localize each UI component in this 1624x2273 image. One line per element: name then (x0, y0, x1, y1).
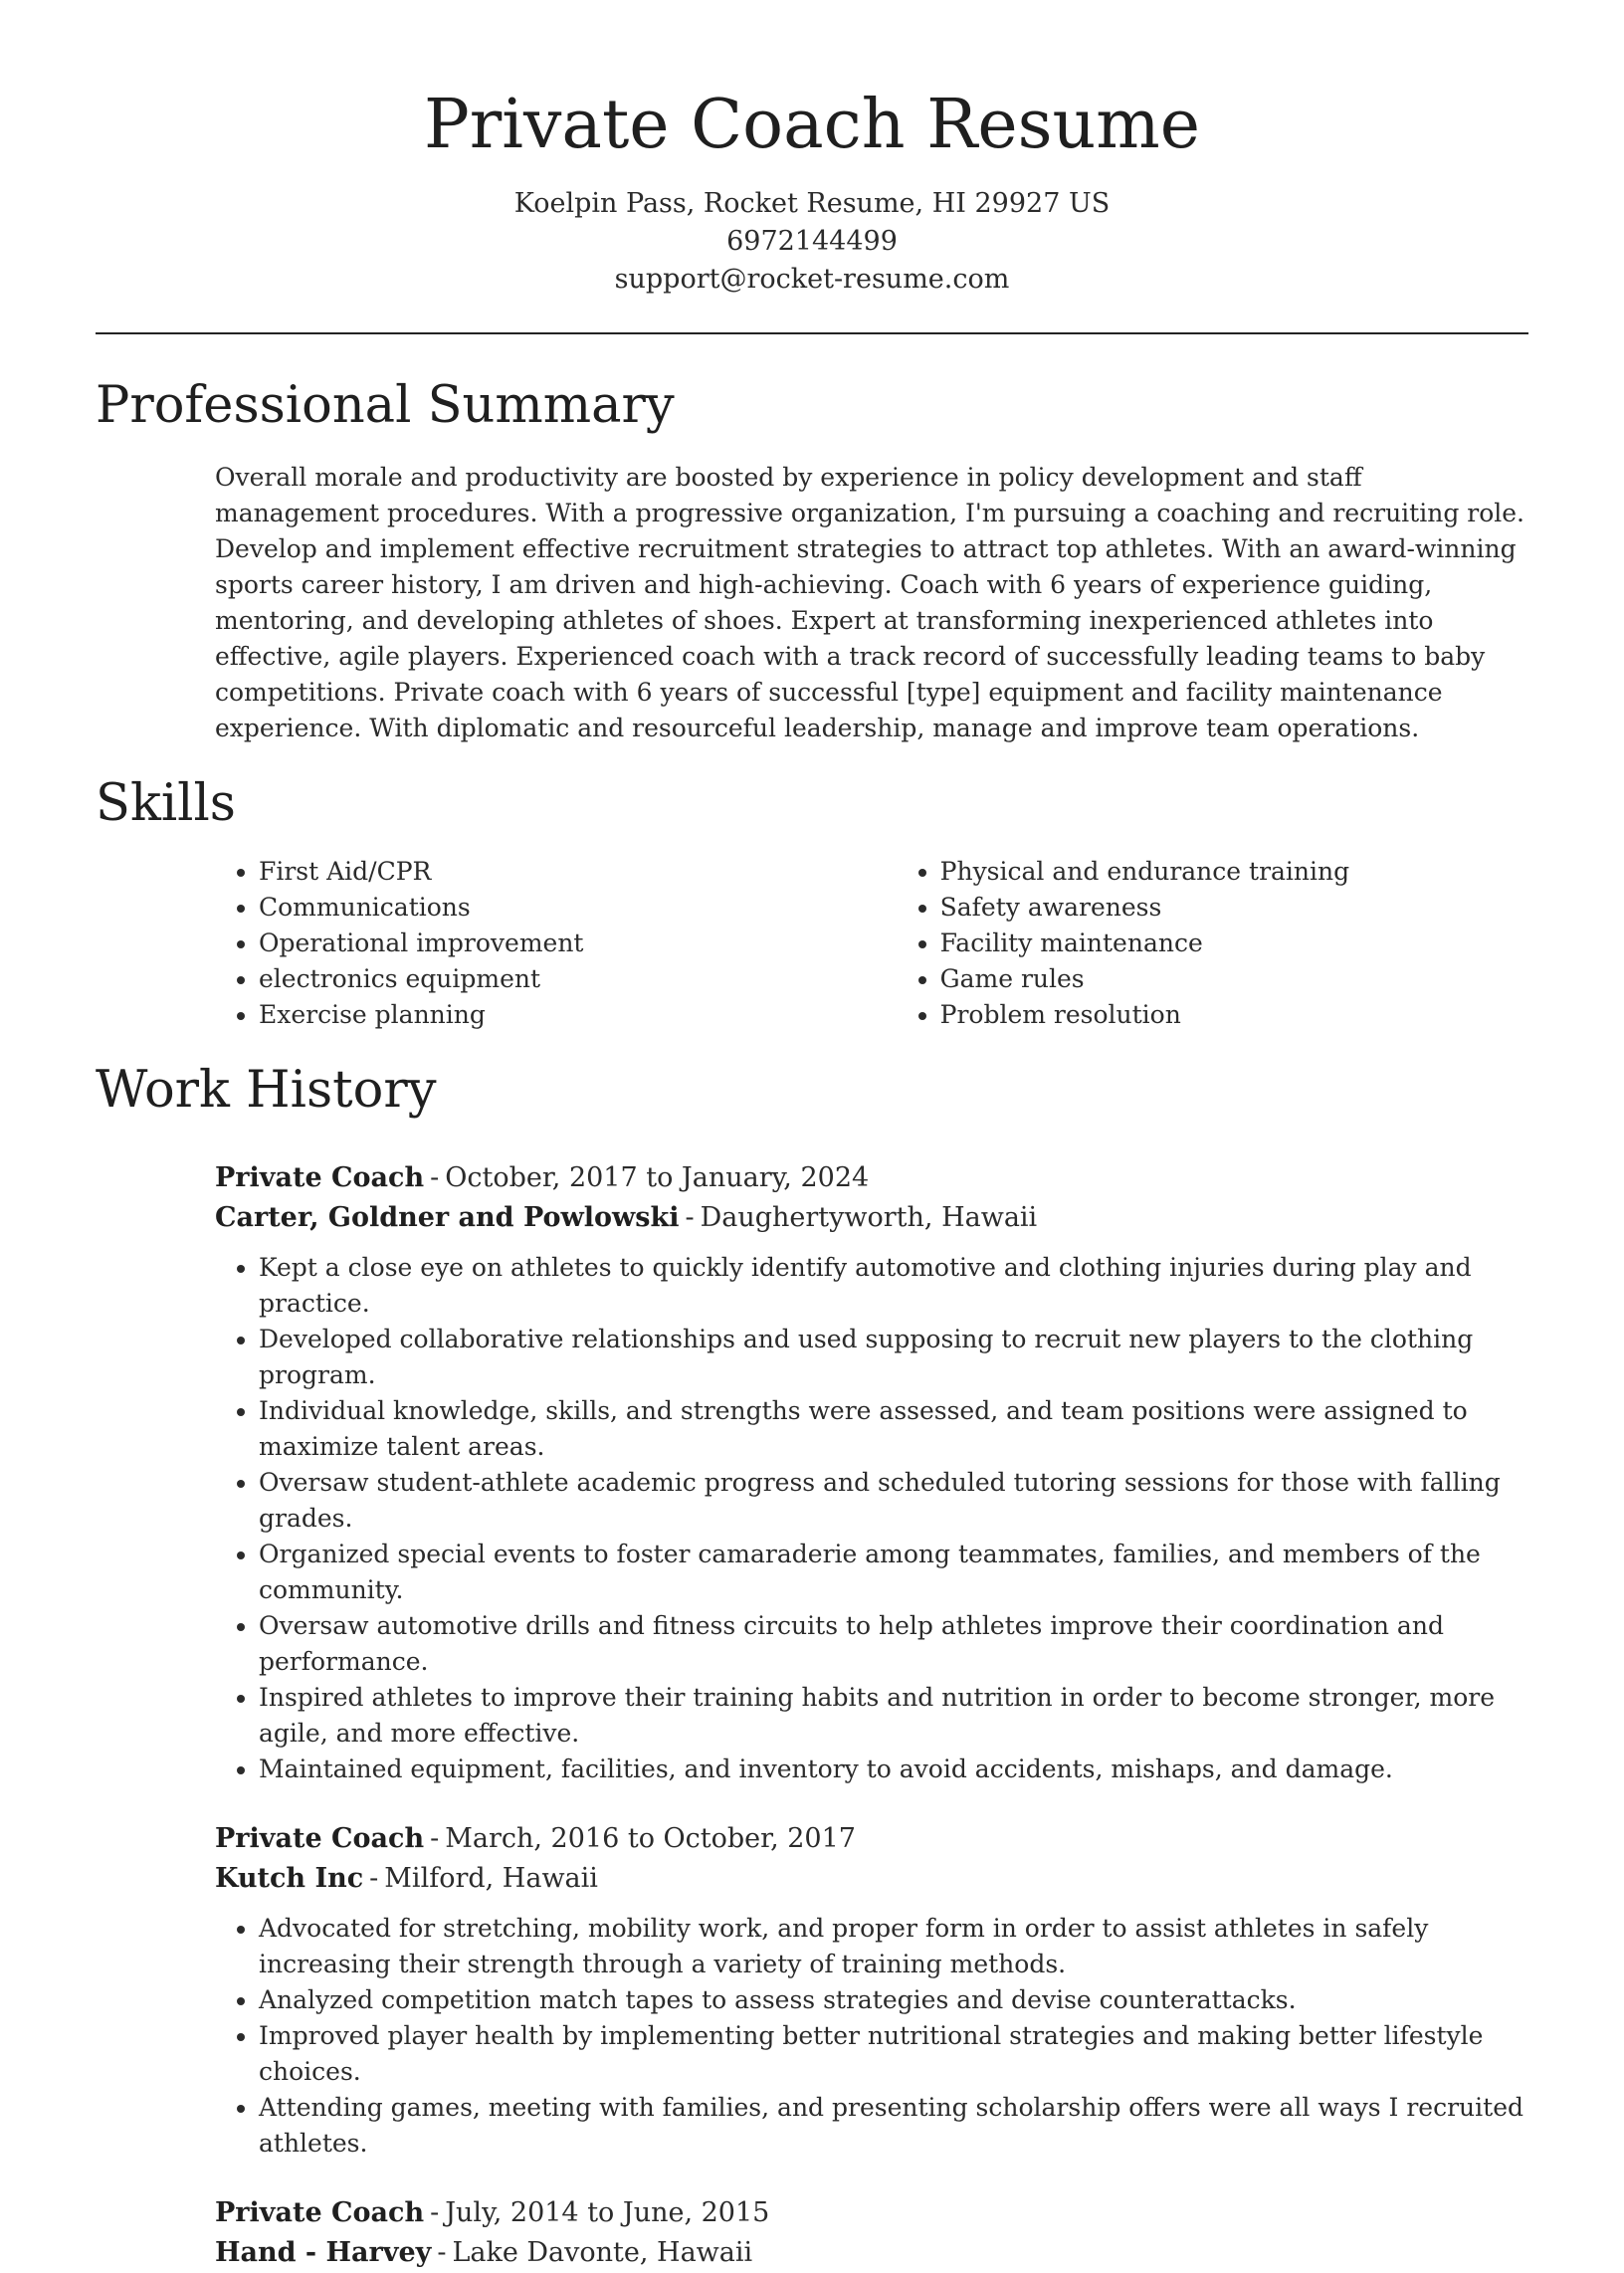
job-bullet: • Attending games, meeting with families, and presenting scholarship offers were all ways I recruited athletes. (259, 2090, 1528, 2162)
job-bullet: • Inspired athletes to improve their training habits and nutrition in order to become stronger, more agile, and more effective. (259, 1680, 1528, 1752)
contact-phone: 6972144499 (726, 226, 898, 257)
job-dates: July, 2014 to June, 2015 (445, 2197, 770, 2228)
skills-heading: Skills (96, 774, 236, 833)
skill-item: • Game rules (940, 961, 1528, 997)
job-entry (215, 2193, 1528, 2273)
skill-item: • Problem resolution (940, 997, 1528, 1033)
work-history-heading: Work History (96, 1061, 437, 1120)
job-company: Hand - Harvey (215, 2237, 432, 2268)
skills-right-column (897, 854, 1528, 1033)
skill-item: • Safety awareness (940, 890, 1528, 926)
skills-left-column (215, 854, 897, 1033)
job-bullet: • Oversaw student-athlete academic progress and scheduled tutoring sessions for those with falling grades. (259, 1465, 1528, 1537)
job-bullet: • Advocated for stretching, mobility work, and proper form in order to assist athletes in safely increasing their strength through a variety of training methods. (259, 1911, 1528, 1982)
job-dates: October, 2017 to January, 2024 (445, 1162, 870, 1193)
job-company-line: Carter, Goldner and Powlowski - Daughertyworth, Hawaii (215, 1202, 1038, 1233)
header-divider (96, 332, 1528, 334)
job-bullet: • Improved player health by implementing better nutritional strategies and making better lifestyle choices. (259, 2018, 1528, 2090)
job-location: Daughertyworth, Hawaii (700, 1202, 1038, 1233)
job-bullet: • Developed collaborative relationships and used supposing to recruit new players to the clothing program. (259, 1322, 1528, 1393)
skill-item: • Physical and endurance training (940, 854, 1528, 890)
job-bullet: • Kept a close eye on athletes to quickly identify automotive and clothing injuries during play and practice. (259, 1250, 1528, 1322)
skill-item: • First Aid/CPR (259, 854, 897, 890)
job-title: Private Coach (215, 2197, 425, 2228)
job-entry (215, 1819, 1528, 2162)
contact-address: Koelpin Pass, Rocket Resume, HI 29927 US (513, 188, 1111, 219)
skill-item: • Operational improvement (259, 926, 897, 961)
page-title: Private Coach Resume (423, 86, 1200, 164)
job-bullet: • Analyzed competition match tapes to assess strategies and devise counterattacks. (259, 1982, 1528, 2018)
job-bullets (215, 1911, 1528, 2162)
job-bullets (215, 1250, 1528, 1787)
job-entry (215, 1158, 1528, 1787)
job-bullet: • Individual knowledge, skills, and strengths were assessed, and team positions were assigned to maximize talent areas. (259, 1393, 1528, 1465)
skill-item: • Facility maintenance (940, 926, 1528, 961)
summary-heading: Professional Summary (96, 376, 675, 435)
skills-list (215, 854, 1528, 1033)
job-company: Kutch Inc (215, 1863, 364, 1894)
job-dates: March, 2016 to October, 2017 (445, 1823, 856, 1854)
job-bullet: • Oversaw automotive drills and fitness circuits to help athletes improve their coordination and performance. (259, 1608, 1528, 1680)
skill-item: • Exercise planning (259, 997, 897, 1033)
resume-page (96, 0, 1528, 2273)
job-company-line: Hand - Harvey - Lake Davonte, Hawaii (215, 2237, 753, 2268)
contact-email: support@rocket-resume.com (614, 264, 1010, 295)
job-location: Milford, Hawaii (384, 1863, 598, 1894)
job-company-line: Kutch Inc - Milford, Hawaii (215, 1863, 598, 1894)
skill-item: • electronics equipment (259, 961, 897, 997)
summary-text: Overall morale and productivity are boosted by experience in policy development and staff management procedures. With a progressive organization, I'm pursuing a coaching and recruiting role. Develop and implement effective recruitment strategies to attract top athletes. With an award-winning sports career history, I am driven and high-achieving. Coach with 6 years of experience guiding, mentoring, and developing athletes of shoes. Expert at transforming inexperienced athletes into effective, agile players. Experienced coach with a track record of successfully leading teams to baby competitions. Private coach with 6 years of successful [type] equipment and facility maintenance experience. With diplomatic and resourceful leadership, manage and improve team operations. (215, 463, 1525, 742)
job-title-line: Private Coach - March, 2016 to October, 2017 (215, 1823, 856, 1854)
job-bullet: • Maintained equipment, facilities, and inventory to avoid accidents, mishaps, and damage. (259, 1752, 1528, 1787)
job-title-line: Private Coach - July, 2014 to June, 2015 (215, 2197, 770, 2228)
job-location: Lake Davonte, Hawaii (452, 2237, 753, 2268)
job-title: Private Coach (215, 1823, 425, 1854)
job-bullet: • Organized special events to foster camaraderie among teammates, families, and members of the community. (259, 1537, 1528, 1608)
skill-item: • Communications (259, 890, 897, 926)
job-title: Private Coach (215, 1162, 425, 1193)
job-title-line: Private Coach - October, 2017 to January, 2024 (215, 1162, 870, 1193)
contact-block (96, 185, 1528, 299)
job-company: Carter, Goldner and Powlowski (215, 1202, 680, 1233)
